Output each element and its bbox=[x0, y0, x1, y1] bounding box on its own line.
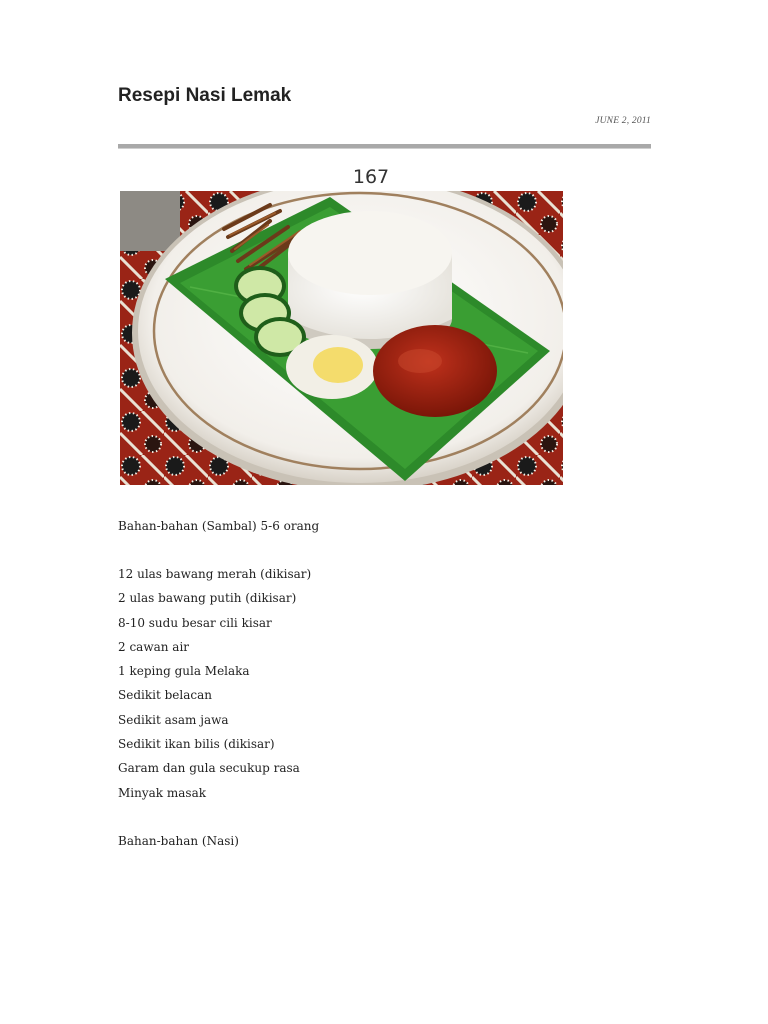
list-item: 2 cawan air bbox=[118, 639, 190, 654]
article-title: Resepi Nasi Lemak bbox=[118, 85, 292, 106]
page-number: 167 bbox=[352, 166, 390, 188]
list-item: Sedikit ikan bilis (dikisar) bbox=[118, 737, 275, 752]
list-item: 8-10 sudu besar cili kisar bbox=[118, 615, 272, 630]
title-divider bbox=[118, 144, 651, 149]
list-item: 12 ulas bawang merah (dikisar) bbox=[118, 567, 312, 581]
nasi-heading: Bahan-bahan (Nasi) bbox=[118, 834, 239, 848]
list-item: Garam dan gula secukup rasa bbox=[118, 761, 300, 776]
article-date: JUNE 2, 2011 bbox=[595, 116, 651, 126]
list-item: Minyak masak bbox=[118, 785, 206, 800]
sambal-ingredient-list bbox=[118, 566, 311, 809]
list-item: 2 ulas bawang putih (dikisar) bbox=[118, 591, 297, 606]
list-item: Sedikit belacan bbox=[118, 688, 212, 703]
sambal-heading: Bahan-bahan (Sambal) 5-6 orang bbox=[118, 519, 320, 533]
list-item: Sedikit asam jawa bbox=[118, 712, 229, 727]
nasi-lemak-photo bbox=[120, 191, 563, 485]
list-item: 1 keping gula Melaka bbox=[118, 664, 250, 679]
